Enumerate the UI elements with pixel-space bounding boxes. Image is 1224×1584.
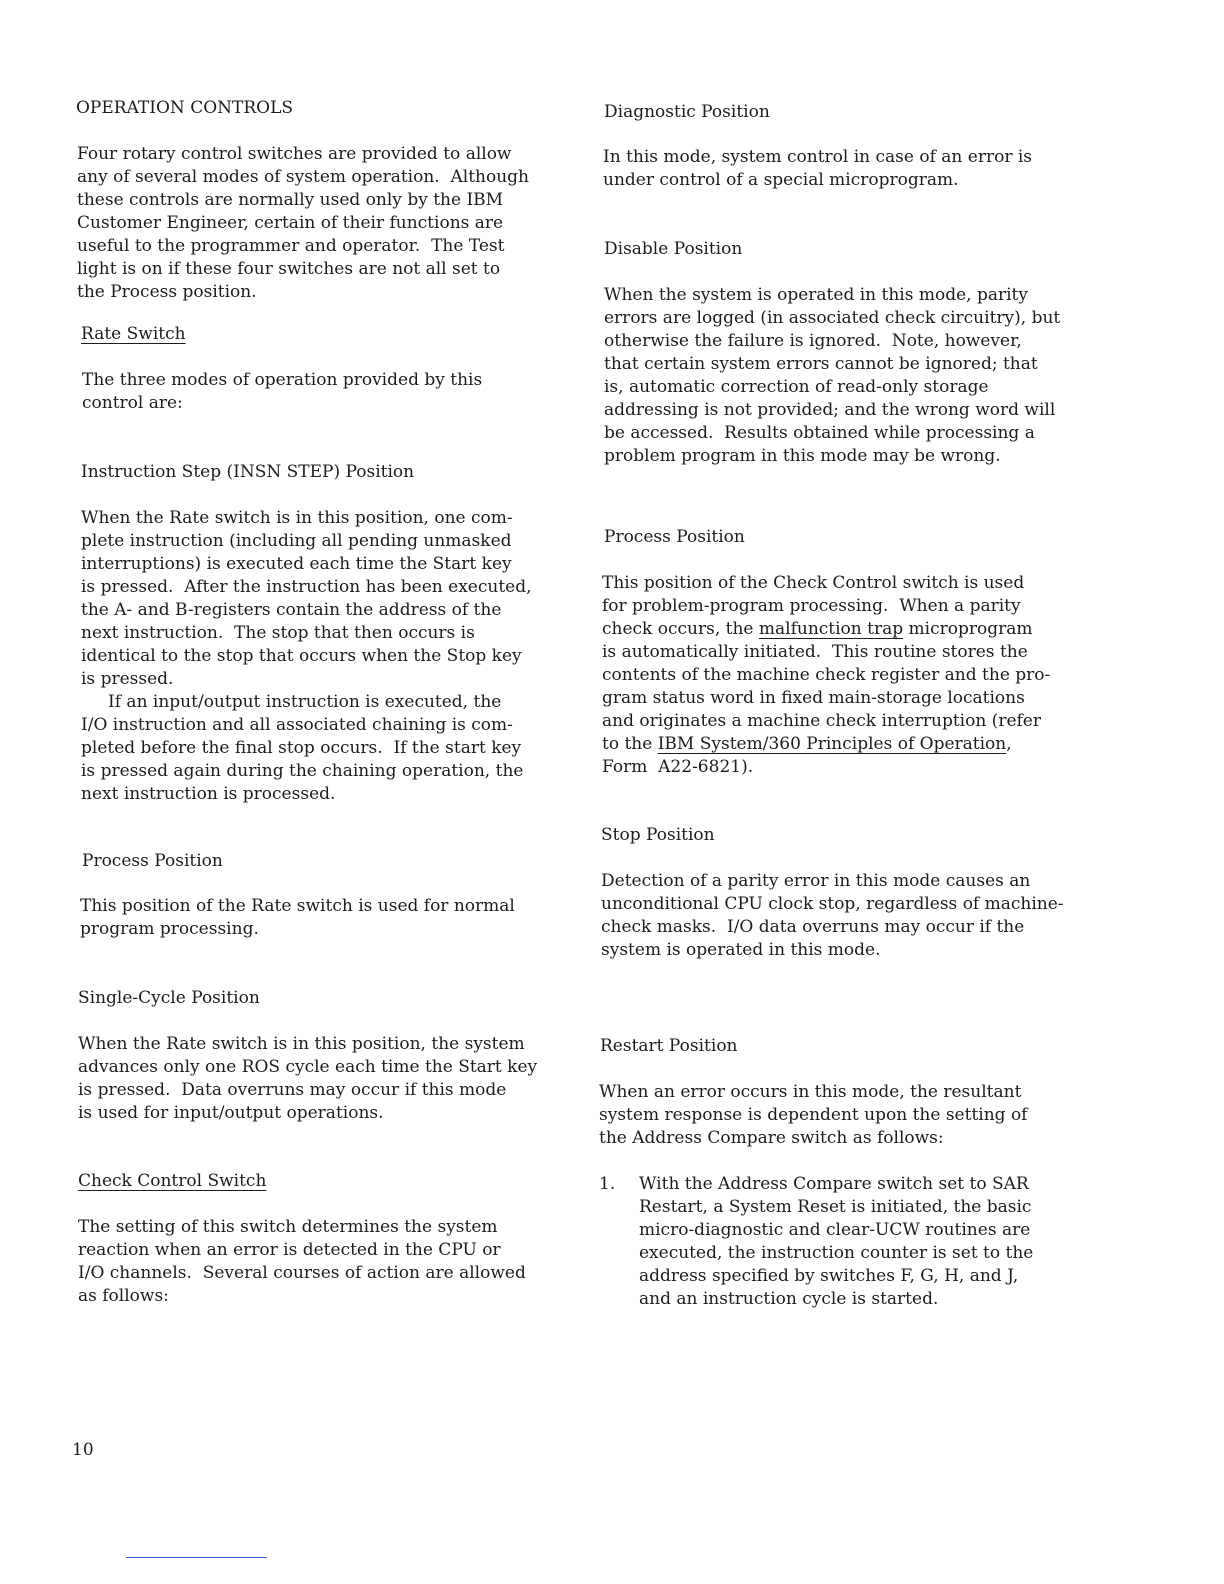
restart-heading: Restart Position bbox=[600, 1036, 738, 1056]
rate-process-heading: Process Position bbox=[82, 851, 223, 871]
operation-controls-body: Four rotary control switches are provided to allow any of several modes of system operation. Although these controls are normally used only by the IBM Customer Engineer, certain of their functions are useful to the programmer and operator. The Test light is on if these four switches are not all set to the Process position. bbox=[77, 144, 530, 302]
list-marker: 1. bbox=[599, 1174, 616, 1194]
diagnostic-heading: Diagnostic Position bbox=[604, 102, 770, 122]
restart-list-item: With the Address Compare switch set to SAR Restart, a System Reset is initiated, the basic micro-diagnostic and clear-UCW routines are executed, the instruction counter is set to the address specified by switches F, G, H, and J, and an instruction cycle is started. bbox=[639, 1174, 1034, 1309]
principles-of-operation-reference: IBM System/360 Principles of Operation bbox=[657, 734, 1007, 754]
instruction-step-body: When the Rate switch is in this position, one com- plete instruction (including all pending unmasked interruptions) is executed each time the Start key is pressed. After the instruction has been executed, the A- and B-registers contain the address of the next instruction. The stop that then occurs is identical to the stop that occurs when the Stop key is pressed. If an input/output instruction is executed, the I/O instruction and all associated chaining is com- pleted before the final stop occurs. If the start key is pressed again during the chaining operation, the next instruction is processed. bbox=[81, 508, 532, 804]
check-control-body: The setting of this switch determines the system reaction when an error is detected in the CPU or I/O channels. Several courses of action are allowed as follows: bbox=[78, 1217, 526, 1306]
single-cycle-heading: Single-Cycle Position bbox=[78, 988, 260, 1008]
footer-rule bbox=[126, 1557, 267, 1558]
rate-process-body: This position of the Rate switch is used for normal program processing. bbox=[80, 896, 515, 939]
check-control-heading: Check Control Switch bbox=[78, 1171, 267, 1191]
stop-heading: Stop Position bbox=[601, 825, 715, 845]
check-process-heading: Process Position bbox=[604, 527, 745, 547]
single-cycle-body: When the Rate switch is in this position, the system advances only one ROS cycle each time the Start key is pressed. Data overruns may occur if this mode is used for input/output operations. bbox=[78, 1034, 538, 1123]
rate-switch-heading: Rate Switch bbox=[81, 324, 186, 344]
stop-body: Detection of a parity error in this mode causes an unconditional CPU clock stop, regardless of machine- check masks. I/O data overruns may occur if the system is operated in this mode. bbox=[601, 871, 1064, 960]
disable-body: When the system is operated in this mode, parity errors are logged (in associated check circuitry), but otherwise the failure is ignored. Note, however, that certain system errors cannot be ignored; that is, automatic correction of read-only storage addressing is not provided; and the wrong word will be accessed. Results obtained while processing a problem program in this mode may be wrong. bbox=[604, 285, 1061, 466]
check-process-body: This position of the Check Control switch is used for problem-program processing. When a parity check occurs, the malfunction trap microprogram is automatically initiated. This routine stores the contents of the machine check register and the pro- gram status word in fixed main-storage locations and originates a machine check interruption (refer to the IBM System/360 Principles of Operation, Form A22-6821). bbox=[602, 573, 1051, 777]
restart-body: When an error occurs in this mode, the resultant system response is dependent upon the setting of the Address Compare switch as follows: bbox=[599, 1082, 1028, 1148]
diagnostic-body: In this mode, system control in case of an error is under control of a special microprogram. bbox=[603, 147, 1033, 190]
malfunction-trap-reference: malfunction trap bbox=[758, 619, 904, 639]
rate-switch-intro: The three modes of operation provided by this control are: bbox=[82, 370, 483, 413]
instruction-step-heading: Instruction Step (INSN STEP) Position bbox=[81, 462, 415, 482]
disable-heading: Disable Position bbox=[604, 239, 743, 259]
page-number: 10 bbox=[72, 1440, 94, 1460]
operation-controls-heading: OPERATION CONTROLS bbox=[76, 98, 294, 118]
